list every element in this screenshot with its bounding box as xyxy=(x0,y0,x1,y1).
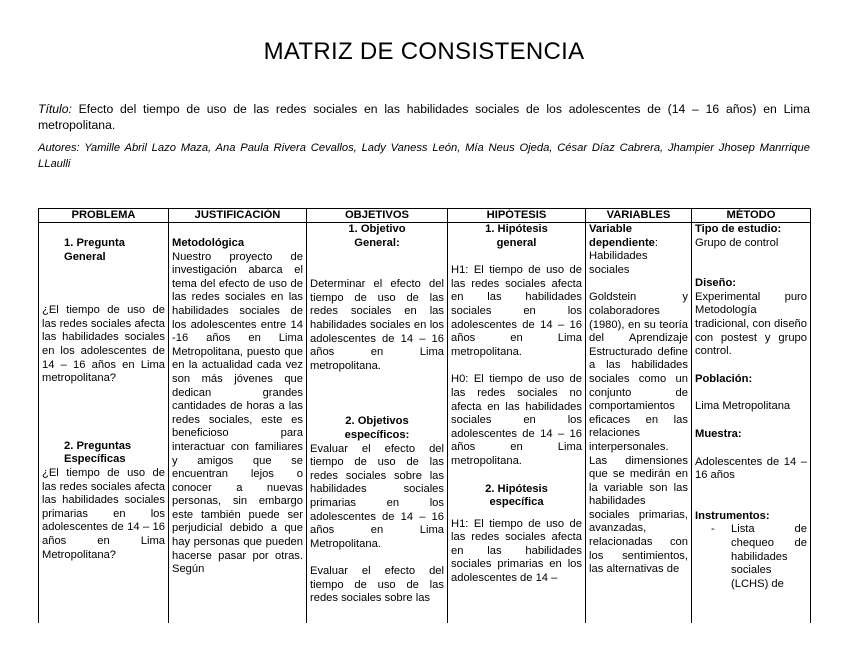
variables-heading: Variable dependiente: xyxy=(589,223,658,249)
cell-objetivos xyxy=(307,223,448,624)
hipotesis-text-1: H1: El tiempo de uso de las redes sociales afecta en las habilidades sociales en los adolescentes de 14 – 16 años en Lima metropolitana. xyxy=(451,264,582,358)
metodo-tipo: Grupo de control xyxy=(695,236,779,249)
metodo-tipo-heading: Tipo de estudio: xyxy=(695,223,782,235)
table-row xyxy=(39,223,811,624)
metodo-muestra-heading: Muestra: xyxy=(695,427,742,440)
study-title-label: Título: xyxy=(38,102,72,116)
metodo-diseno-heading: Diseño: xyxy=(695,277,737,290)
justificacion-text: Nuestro proyecto de investigación abarca el tema del efecto de uso de las redes sociales en las habilidades sociales de los adolescentes entre 14 -16 años en Lima Metropolitana, puesto que en la actualidad cada vez son más jóvenes que dedican grandes cantidades de horas a las redes sociales, este es beneficioso para interactuar con familiares y amigos que se encuentran lejos o conocer a nuevas personas, sin embargo este también puede ser perjudicial debido a que hay personas que pueden hacerse pasar por otras. Según xyxy=(172,250,303,576)
cell-metodo xyxy=(692,223,811,624)
hipotesis-heading-2: 2. Hipótesis específica xyxy=(485,482,548,509)
table-header-row xyxy=(39,209,811,223)
cell-problema xyxy=(39,223,169,624)
problema-heading-1: 1. Pregunta General xyxy=(64,237,125,263)
document-title: MATRIZ DE CONSISTENCIA xyxy=(263,38,585,65)
header-objetivos: OBJETIVOS xyxy=(307,209,448,223)
cell-variables xyxy=(586,223,692,624)
problema-heading-2: 2. Preguntas Específicas xyxy=(64,439,132,466)
header-metodo: MÉTODO xyxy=(692,209,811,223)
header-justificacion: JUSTIFICACIÓN xyxy=(169,209,307,223)
header-hipotesis: HIPÓTESIS xyxy=(448,209,586,223)
consistency-matrix-table xyxy=(38,208,811,623)
objetivos-heading-1: 1. Objetivo General: xyxy=(348,223,406,249)
cell-justificacion xyxy=(169,223,307,624)
cell-hipotesis xyxy=(448,223,586,624)
hipotesis-text-3: H1: El tiempo de uso de las redes sociales afecta en las habilidades sociales primarias en los adolescentes de 14 – xyxy=(451,517,582,585)
metodo-poblacion: Lima Metropolitana xyxy=(695,400,791,413)
header-variables: VARIABLES xyxy=(586,209,692,223)
authors: Autores: Yamille Abril Lazo Maza, Ana Paula Rivera Cevallos, Lady Vaness León, Mía Neus Ojeda, César Díaz Cabrera, Jhampier Jhosep Manrrique LLaulli xyxy=(38,142,810,170)
justificacion-heading: Metodológica xyxy=(172,237,245,249)
variables-text-1: Habilidades sociales xyxy=(589,250,648,276)
objetivos-heading-2: 2. Objetivos específicos: xyxy=(344,415,410,441)
variables-text-2: Goldstein y colaboradores (1980), en su teoría del Aprendizaje Estructurado define a las habilidades sociales como un conjunto de comportamientos eficaces en las relaciones interpersonales. Las dimensiones que se medirán en la variable son las habilidades sociales primarias, avanzadas, relacionadas con los sentimientos, las alternativas de xyxy=(589,291,688,576)
problema-text-2: ¿El tiempo de uso de las redes sociales afecta las habilidades sociales primarias en los adolescentes de 14 – 16 años en Lima Metropolitana? xyxy=(42,466,165,561)
metodo-diseno: Experimental puro Metodología tradicional, con diseño con postest y grupo control. xyxy=(695,290,807,358)
objetivos-text-3: Evaluar el efecto del tiempo de uso de las redes sociales sobre las xyxy=(310,565,444,605)
hipotesis-text-2: H0: El tiempo de uso de las redes sociales no afecta en las habilidades sociales en los adolescentes de 14 – 16 años en Lima metropolitana. xyxy=(451,373,582,467)
header-problema: PROBLEMA xyxy=(39,209,169,223)
study-title xyxy=(38,101,810,133)
metodo-muestra: Adolescentes de 14 – 16 años xyxy=(695,455,807,482)
problema-text-1: ¿El tiempo de uso de las redes sociales afecta las habilidades sociales en los adolescentes de 14 – 16 años en Lima metropolitana? xyxy=(42,304,165,385)
metodo-instrumentos-heading: Instrumentos: xyxy=(695,509,770,522)
hipotesis-heading-1: 1. Hipótesis general xyxy=(485,223,548,249)
list-item: - Lista de chequeo de habilidades sociales (LCHS) de xyxy=(721,523,807,591)
metodo-instrumentos-list xyxy=(695,523,807,591)
study-title-text: Efecto del tiempo de uso de las redes sociales en las habilidades sociales de los adolescentes de (14 – 16 años) en Lima metropolitana. xyxy=(38,102,810,132)
objetivos-text-2: Evaluar el efecto del tiempo de uso de las redes sociales sobre las habilidades sociales primarias en los adolescentes de 14 – 16 años en Lima Metropolitana. xyxy=(310,442,444,550)
objetivos-text-1: Determinar el efecto del tiempo de uso de las redes sociales en las habilidades sociales en los adolescentes de 14 – 16 años en Lima metropolitana. xyxy=(310,278,444,372)
metodo-poblacion-heading: Población: xyxy=(695,372,753,385)
